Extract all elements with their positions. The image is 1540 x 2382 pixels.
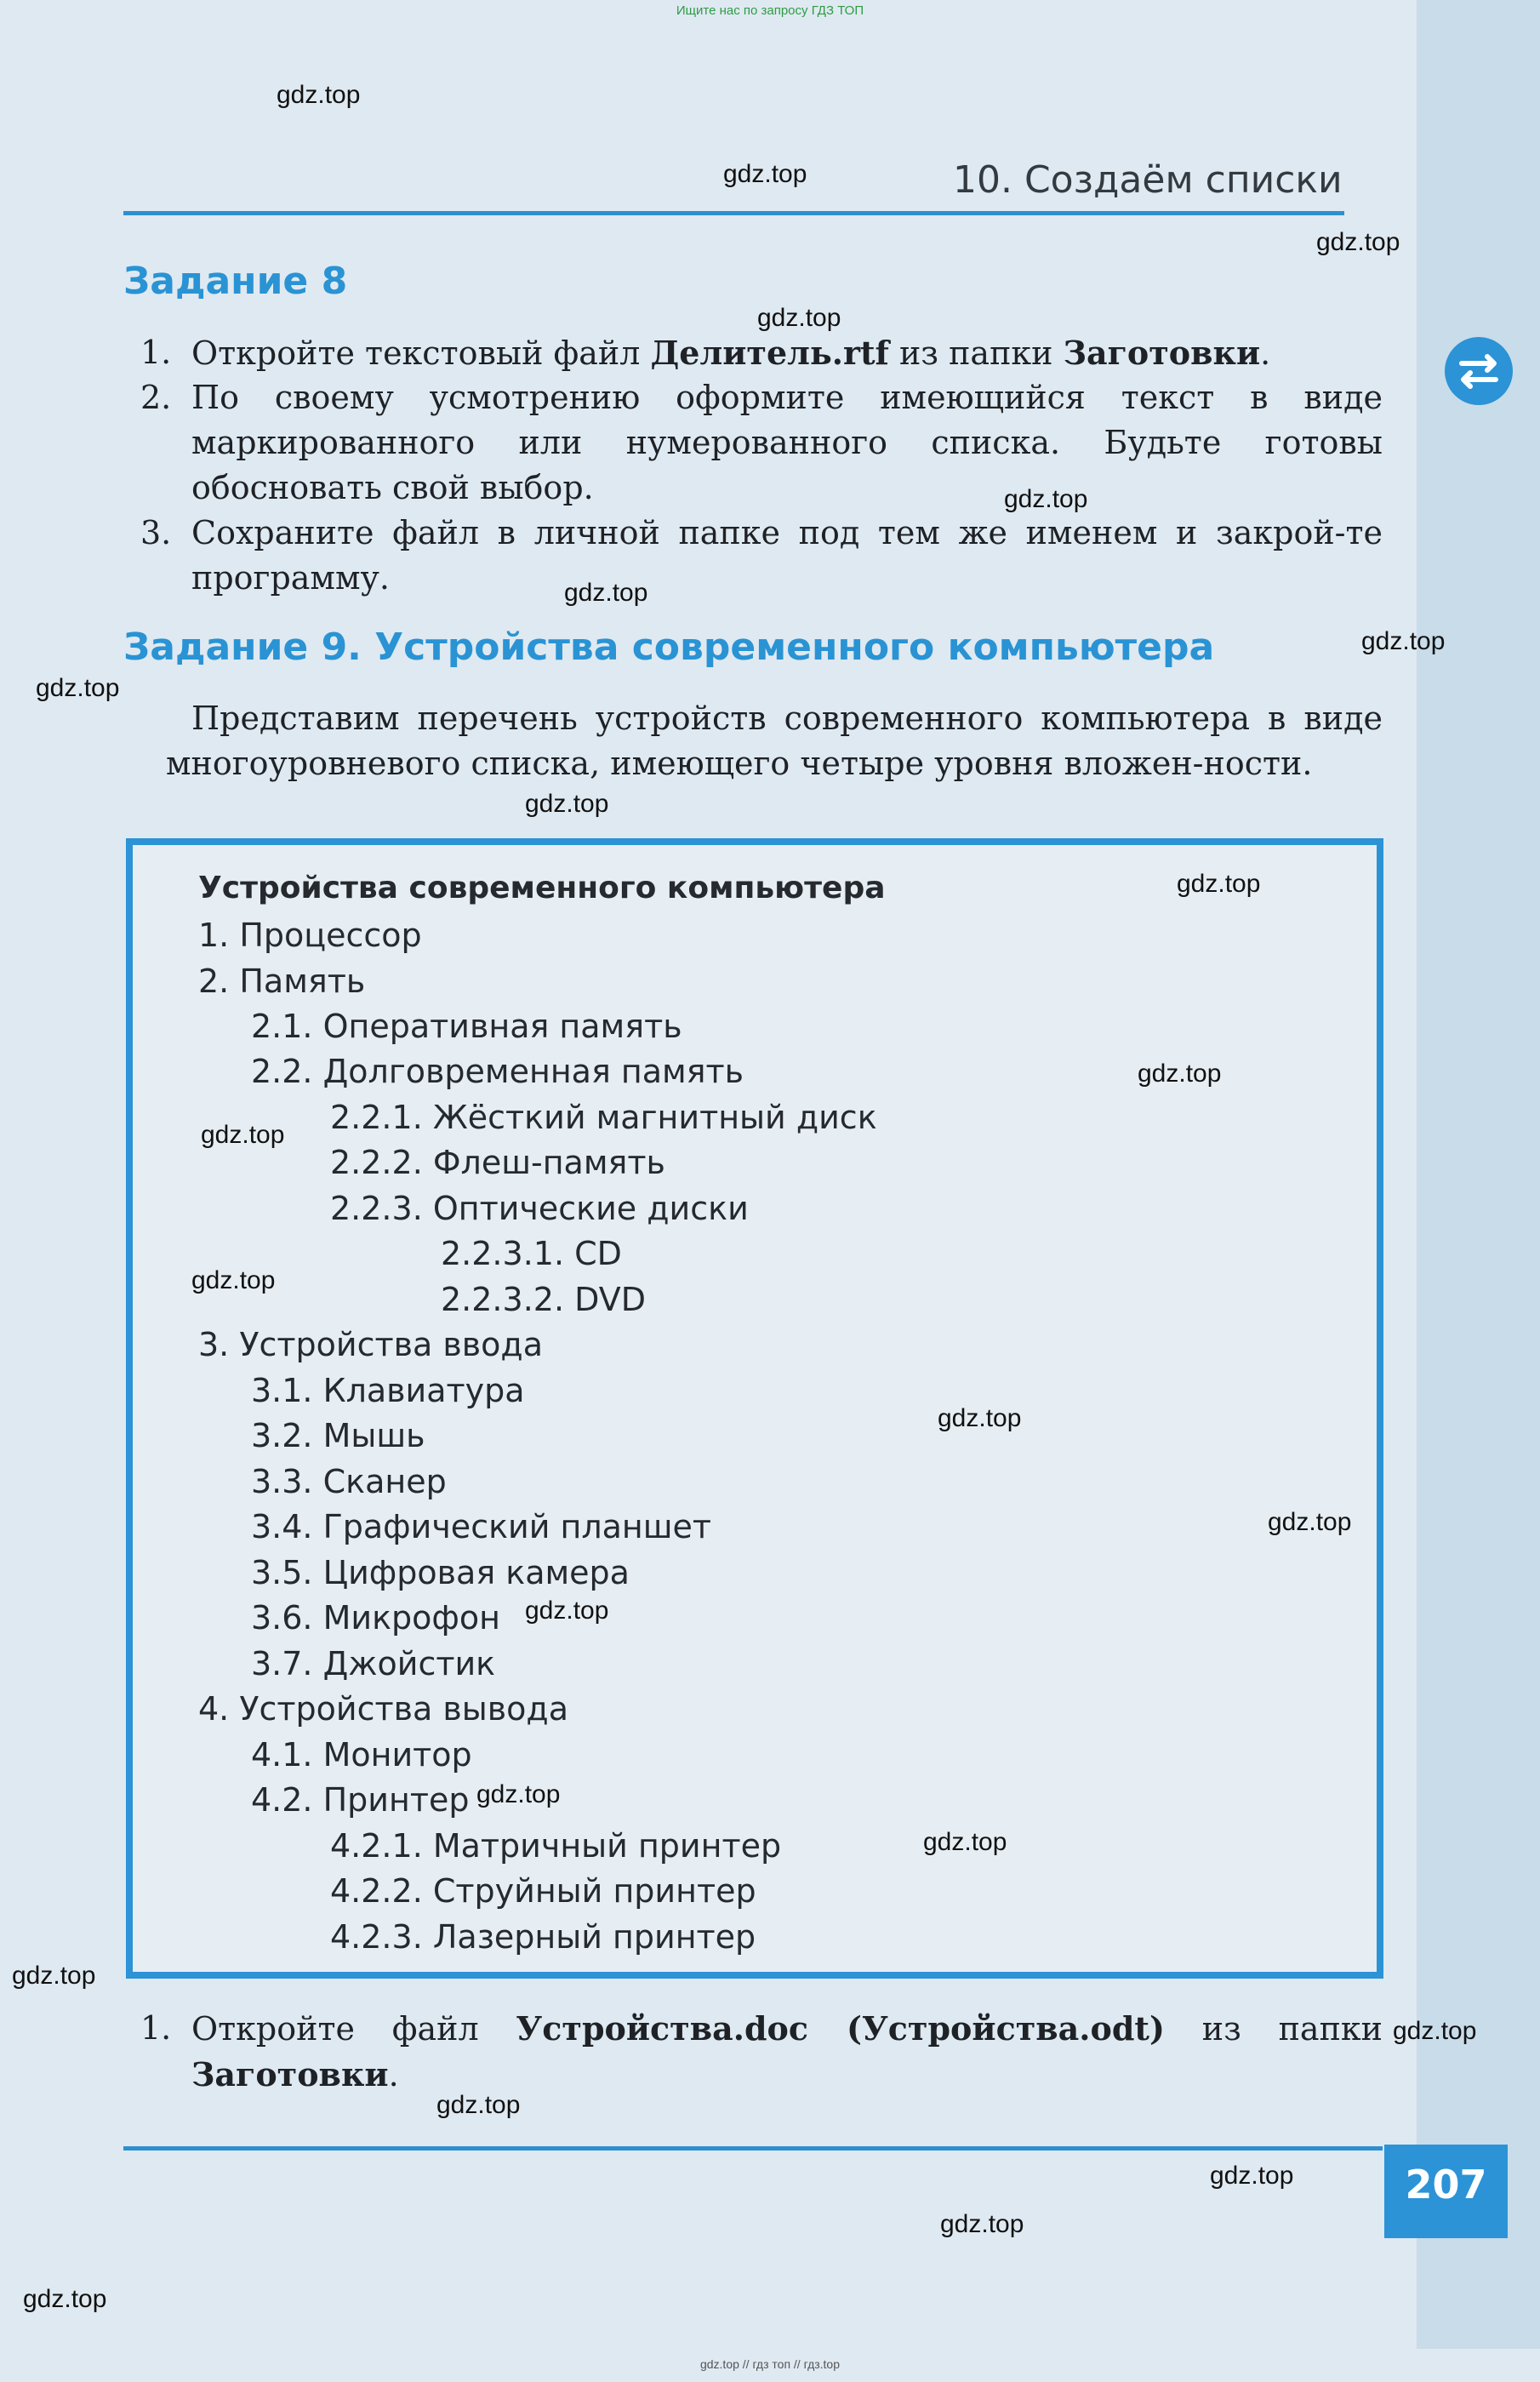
task8-item1-num: 1. [140,334,172,371]
device-list-title: Устройства современного компьютера [198,871,886,905]
watermark: gdz.top [723,160,807,188]
task8-item2-num: 2. [140,379,172,416]
watermark: gdz.top [525,790,609,818]
list-item: 4. Устройства вывода [198,1690,568,1728]
list-item: 3. Устройства ввода [198,1326,543,1363]
task8-item1-text: Откройте текстовый файл Делитель.rtf из папки Заготовки. [191,334,1271,372]
top-search-note: Ищите нас по запросу ГДЗ ТОП [676,3,864,18]
watermark: gdz.top [1268,1508,1352,1536]
task8-item3-text: Сохраните файл в личной папке под тем же именем и закрой-те программу. [191,514,1383,597]
list-item: 1. Процессор [198,917,422,954]
task9-heading: Задание 9. Устройства современного компьютера [123,625,1215,669]
watermark: gdz.top [12,1962,96,1990]
watermark: gdz.top [476,1780,561,1808]
task9-intro: Представим перечень устройств современного компьютера в виде многоуровневого списка, имеющего четыре уровня вложен-ности. [166,700,1383,782]
watermark: gdz.top [1361,627,1446,655]
watermark: gdz.top [1004,485,1088,513]
list-item: 2. Память [198,963,366,1000]
list-item: 3.1. Клавиатура [251,1372,525,1409]
list-item: 2.2. Долговременная память [251,1053,744,1090]
list-item: 3.5. Цифровая камера [251,1554,630,1591]
watermark: gdz.top [938,1404,1022,1432]
list-item: 3.6. Микрофон [251,1599,500,1637]
watermark: gdz.top [1393,2017,1477,2045]
list-item: 3.7. Джойстик [251,1645,496,1682]
list-item: 4.2.1. Матричный принтер [330,1827,782,1865]
list-item: 2.1. Оперативная память [251,1008,682,1045]
task9-step1-num: 1. [140,2009,172,2047]
watermark: gdz.top [1138,1060,1222,1088]
list-item: 4.2.3. Лазерный принтер [330,1918,756,1956]
watermark: gdz.top [23,2285,107,2313]
running-head: 10. Создаём списки [953,158,1343,202]
task9-step1-text: Откройте файл Устройства.doc (Устройства.odt) из папки Заготовки. [191,2009,1383,2094]
task8-heading: Задание 8 [123,260,348,303]
list-item: 4.2. Принтер [251,1781,470,1819]
watermark: gdz.top [277,81,361,109]
list-item: 3.4. Графический планшет [251,1508,712,1545]
list-item: 2.2.3. Оптические диски [330,1190,749,1227]
watermark: gdz.top [36,674,120,702]
list-item: 2.2.2. Флеш-память [330,1144,665,1181]
list-item: 2.2.1. Жёсткий магнитный диск [330,1099,877,1136]
watermark: gdz.top [923,1828,1007,1856]
watermark: gdz.top [436,2091,521,2119]
bottom-watermark-note: gdz.top // гдз топ // гдз.top [699,2357,841,2371]
watermark: gdz.top [564,579,648,607]
watermark: gdz.top [757,304,841,332]
watermark: gdz.top [525,1597,609,1625]
header-rule [123,211,1344,215]
list-item: 2.2.3.1. CD [441,1235,622,1272]
page-number: 207 [1405,2162,1487,2208]
swap-arrows-icon [1445,337,1513,405]
footer-rule [123,2146,1383,2151]
list-item: 3.3. Сканер [251,1463,447,1500]
task8-item3-num: 3. [140,514,172,551]
watermark: gdz.top [1210,2162,1294,2190]
watermark: gdz.top [191,1266,276,1294]
list-item: 2.2.3.2. DVD [441,1281,646,1318]
list-item: 3.2. Мышь [251,1417,425,1454]
watermark: gdz.top [1177,870,1261,898]
watermark: gdz.top [940,2210,1024,2238]
watermark: gdz.top [1316,228,1400,256]
list-item: 4.2.2. Струйный принтер [330,1872,756,1910]
list-item: 4.1. Монитор [251,1736,472,1774]
task8-item2-text: По своему усмотрению оформите имеющийся текст в виде маркированного или нумерованного списка. Будьте готовы обосновать свой выбор. [191,379,1383,506]
watermark: gdz.top [201,1121,285,1149]
